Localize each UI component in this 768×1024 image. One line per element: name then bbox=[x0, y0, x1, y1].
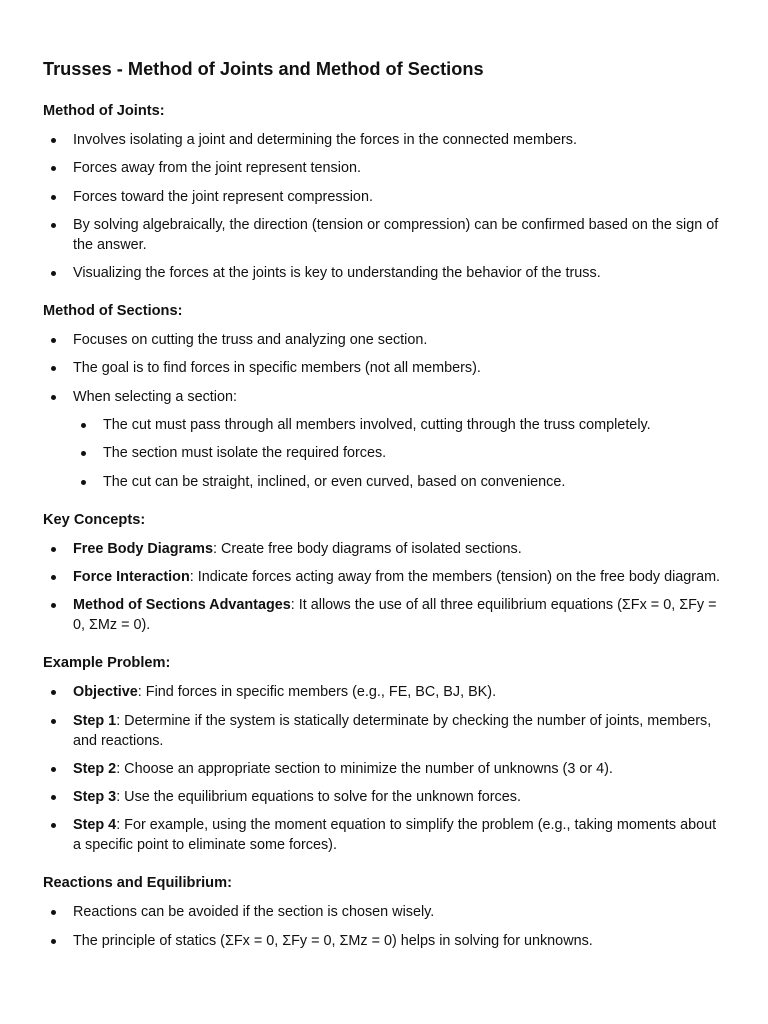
term-description: : For example, using the moment equation to simplify the problem (e.g., taking moments about a specific point to eliminate some forces). bbox=[73, 817, 717, 854]
term-description: : Use the equilibrium equations to solve for the unknown forces. bbox=[116, 789, 521, 806]
example-list bbox=[43, 682, 728, 855]
term-label: Step 1 bbox=[73, 712, 117, 729]
sublist-item: The section must isolate the required forces. bbox=[73, 443, 728, 463]
term-description: : Create free body diagrams of isolated sections. bbox=[212, 540, 522, 557]
section-reactions-equilibrium bbox=[43, 873, 728, 950]
reactions-list bbox=[43, 902, 728, 950]
term-description: : Choose an appropriate section to minimize the number of unknowns (3 or 4). bbox=[116, 760, 613, 777]
list-item: The goal is to find forces in specific members (not all members). bbox=[43, 358, 728, 378]
term-label: Force Interaction bbox=[73, 568, 190, 585]
section-example-problem bbox=[43, 653, 728, 855]
list-item: Involves isolating a joint and determining the forces in the connected members. bbox=[43, 130, 728, 150]
sections-sublist bbox=[73, 415, 728, 492]
sections-list bbox=[43, 330, 728, 491]
concepts-list bbox=[43, 539, 728, 636]
list-item: Reactions can be avoided if the section is chosen wisely. bbox=[43, 902, 728, 922]
sublist-item: The cut must pass through all members involved, cutting through the truss completely. bbox=[73, 415, 728, 435]
term-description: : Find forces in specific members (e.g., FE, BC, BJ, BK). bbox=[137, 684, 497, 701]
term-label: Step 4 bbox=[73, 817, 117, 834]
section-method-of-sections bbox=[43, 301, 728, 491]
joints-list bbox=[43, 130, 728, 283]
term-label: Objective bbox=[73, 684, 138, 701]
list-item: By solving algebraically, the direction (tension or compression) can be confirmed based on the sign of the answer. bbox=[43, 215, 728, 255]
list-item: Forces toward the joint represent compression. bbox=[43, 187, 728, 207]
section-heading-reactions: Reactions and Equilibrium: bbox=[43, 875, 232, 892]
term-label: Step 2 bbox=[73, 760, 117, 777]
section-heading-concepts: Key Concepts: bbox=[43, 511, 146, 528]
list-item-text: When selecting a section: bbox=[73, 388, 237, 405]
term-description: : It allows the use of all three equilibrium equations (ΣFx = 0, ΣFy = 0, ΣMz = 0). bbox=[73, 597, 717, 634]
page-title: Trusses - Method of Joints and Method of Sections bbox=[43, 59, 484, 79]
term-label: Free Body Diagrams bbox=[73, 540, 213, 557]
list-item bbox=[43, 539, 728, 559]
list-item bbox=[43, 815, 728, 855]
list-item bbox=[43, 711, 728, 751]
section-heading-sections: Method of Sections: bbox=[43, 303, 183, 320]
list-item bbox=[43, 787, 728, 807]
list-item: Forces away from the joint represent tension. bbox=[43, 158, 728, 178]
list-item: The principle of statics (ΣFx = 0, ΣFy = 0, ΣMz = 0) helps in solving for unknowns. bbox=[43, 931, 728, 951]
term-description: : Indicate forces acting away from the members (tension) on the free body diagram. bbox=[189, 568, 721, 585]
section-heading-example: Example Problem: bbox=[43, 655, 171, 672]
section-key-concepts bbox=[43, 510, 728, 636]
section-heading-joints: Method of Joints: bbox=[43, 103, 165, 119]
section-method-of-joints bbox=[43, 101, 728, 283]
term-label: Step 3 bbox=[73, 789, 117, 806]
list-item bbox=[43, 759, 728, 779]
list-item: Visualizing the forces at the joints is key to understanding the behavior of the truss. bbox=[43, 263, 728, 283]
term-label: Method of Sections Advantages bbox=[73, 597, 291, 614]
list-item bbox=[43, 682, 728, 702]
list-item: Focuses on cutting the truss and analyzing one section. bbox=[43, 330, 728, 350]
sublist-item: The cut can be straight, inclined, or even curved, based on convenience. bbox=[73, 472, 728, 492]
list-item bbox=[43, 595, 728, 635]
list-item bbox=[43, 567, 728, 587]
term-description: : Determine if the system is statically determinate by checking the number of joints, members, and reactions. bbox=[73, 712, 712, 749]
list-item bbox=[43, 387, 728, 492]
